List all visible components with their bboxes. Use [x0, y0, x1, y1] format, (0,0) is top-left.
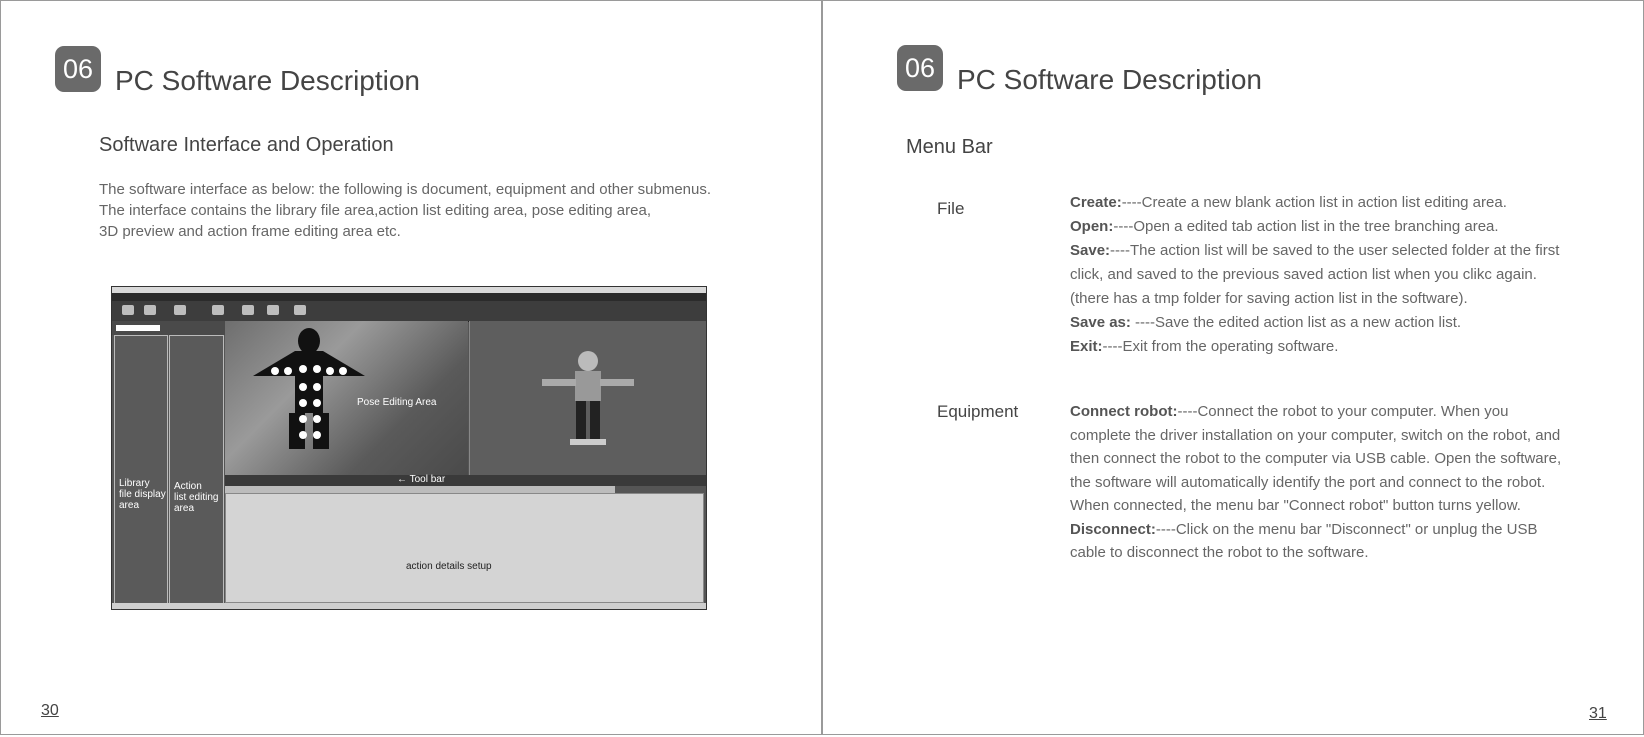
- frame-header-row: [225, 486, 615, 493]
- paragraph-line: The interface contains the library file area,action list editing area, pose editing area,: [99, 202, 651, 219]
- page-title: PC Software Description: [957, 64, 1263, 95]
- chapter-badge: 06: [55, 46, 101, 92]
- action-details-area: [225, 493, 704, 603]
- intro-paragraph: [99, 179, 711, 242]
- toolbar-button: [144, 305, 156, 315]
- paragraph-line: 3D preview and action frame editing area etc.: [99, 223, 401, 240]
- toolbar-button: [242, 305, 254, 315]
- pose-editing-area: [225, 321, 468, 475]
- chapter-badge: 06: [897, 45, 943, 91]
- robot-3d-icon: [470, 321, 707, 475]
- window-toolbar: [112, 301, 706, 322]
- equipment-label: Equipment: [937, 402, 1019, 421]
- toolbar-label: ← Tool bar: [397, 474, 446, 485]
- file-label: File: [937, 199, 965, 218]
- action-toolbar: [225, 475, 706, 486]
- create-item: Create:----Create a new blank action list in action list editing area.: [1070, 194, 1507, 211]
- action-list-area: [169, 335, 224, 605]
- pose-area-label: Pose Editing Area: [357, 397, 437, 408]
- details-label: action details setup: [406, 561, 492, 572]
- connect-robot-item: Connect robot:----Connect the robot to your computer. When you complete the driver installation on your computer, switch on the robot, and then connect the robot to the computer via USB cable. Open the software, the software will automatically identify the port and connect to the robot. When connected, the menu bar "Connect robot" button turns yellow.: [1070, 403, 1562, 514]
- toolbar-button: [122, 305, 134, 315]
- window-menubar: [112, 293, 706, 301]
- 3d-preview-area: [469, 321, 707, 475]
- page-title: PC Software Description: [115, 65, 421, 96]
- file-descriptions: [1070, 191, 1570, 359]
- toolbar-button: [267, 305, 279, 315]
- search-box: [116, 325, 160, 331]
- open-item: Open:----Open a edited tab action list in the tree branching area.: [1070, 218, 1499, 235]
- paragraph-line: The software interface as below: the following is document, equipment and other submenus.: [99, 181, 712, 198]
- page-number: 31: [1589, 705, 1607, 722]
- right-page: [822, 0, 1644, 735]
- save-as-item: Save as: ----Save the edited action list as a new action list.: [1070, 314, 1462, 331]
- status-bar: [112, 603, 706, 609]
- disconnect-item: Disconnect:----Click on the menu bar "Disconnect" or unplug the USB cable to disconnect the robot to the software.: [1070, 520, 1538, 561]
- library-file-area: [114, 335, 168, 605]
- save-item: Save:----The action list will be saved to the user selected folder at the first click, and saved to the previous saved action list when you clikc again. (there has a tmp folder for saving action list in the software).: [1070, 242, 1560, 307]
- toolbar-button: [174, 305, 186, 315]
- exit-item: Exit:----Exit from the operating software.: [1070, 338, 1339, 355]
- page-number: 30: [41, 702, 59, 719]
- subheading: Software Interface and Operation: [99, 134, 394, 156]
- section-heading: Menu Bar: [906, 136, 993, 158]
- equipment-descriptions: [1070, 400, 1570, 565]
- left-page: [0, 0, 822, 735]
- action-area-label: Action list editing area: [174, 481, 219, 514]
- toolbar-button: [294, 305, 306, 315]
- library-area-label: Library file display area: [119, 478, 166, 511]
- software-screenshot: [111, 286, 707, 610]
- toolbar-button: [212, 305, 224, 315]
